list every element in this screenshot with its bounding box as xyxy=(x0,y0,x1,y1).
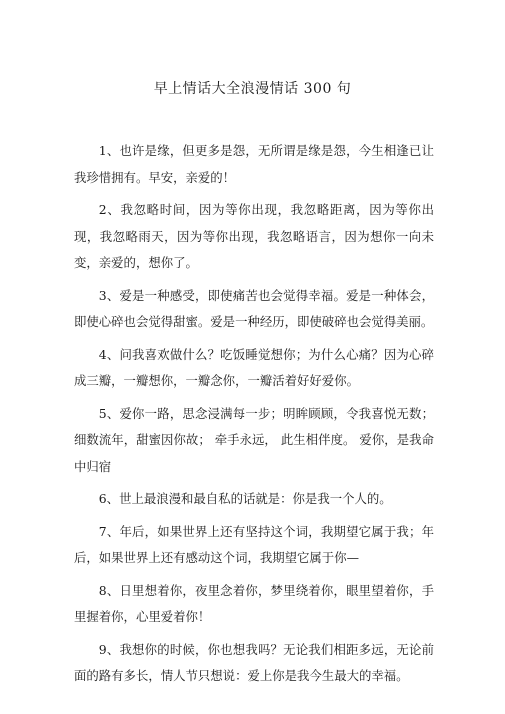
paragraph-8: 8、日里想着你，夜里念着你，梦里绕着你，眼里望着你，手里握着你，心里爱着你！ xyxy=(74,582,434,624)
paragraph-3: 3、爱是一种感受，即使痛苦也会觉得幸福。爱是一种体会，即使心碎也会觉得甜蜜。爱是一种经历，即使破碎也会觉得美丽。 xyxy=(74,287,434,329)
paragraph-1: 1、也许是缘，但更多是怨，无所谓是缘是怨，今生相逢已让我珍惜拥有。早安，亲爱的！ xyxy=(74,143,434,185)
paragraph-9: 9、我想你的时候，你也想我吗？无论我们相距多远，无论前面的路有多长，情人节只想说：爱上你是我今生最大的幸福。 xyxy=(74,641,434,683)
document-title: 早上情话大全浪漫情话 300 句 xyxy=(153,81,352,97)
paragraph-4: 4、问我喜欢做什么？吃饭睡觉想你；为什么心痛？因为心碎成三瓣，一瓣想你，一瓣念你，一瓣活着好好爱你。 xyxy=(74,346,434,388)
paragraph-7: 7、年后，如果世界上还有坚持这个词，我期望它属于我；年后，如果世界上还有感动这个词，我期望它属于你— xyxy=(74,523,434,565)
paragraph-2: 2、我忽略时间，因为等你出现，我忽略距离，因为等你出现，我忽略雨天，因为等你出现，我忽略语言，因为想你一向未变，亲爱的，想你了。 xyxy=(74,202,434,270)
paragraph-5: 5、爱你一路，思念浸满每一步；明眸顾顾，令我喜悦无数；细数流年，甜蜜因你故； 牵手永远， 此生相伴度。 爱你，是我命中归宿 xyxy=(74,405,434,474)
document-body xyxy=(74,138,434,696)
paragraph-6: 6、世上最浪漫和最自私的话就是：你是我一个人的。 xyxy=(98,491,392,506)
